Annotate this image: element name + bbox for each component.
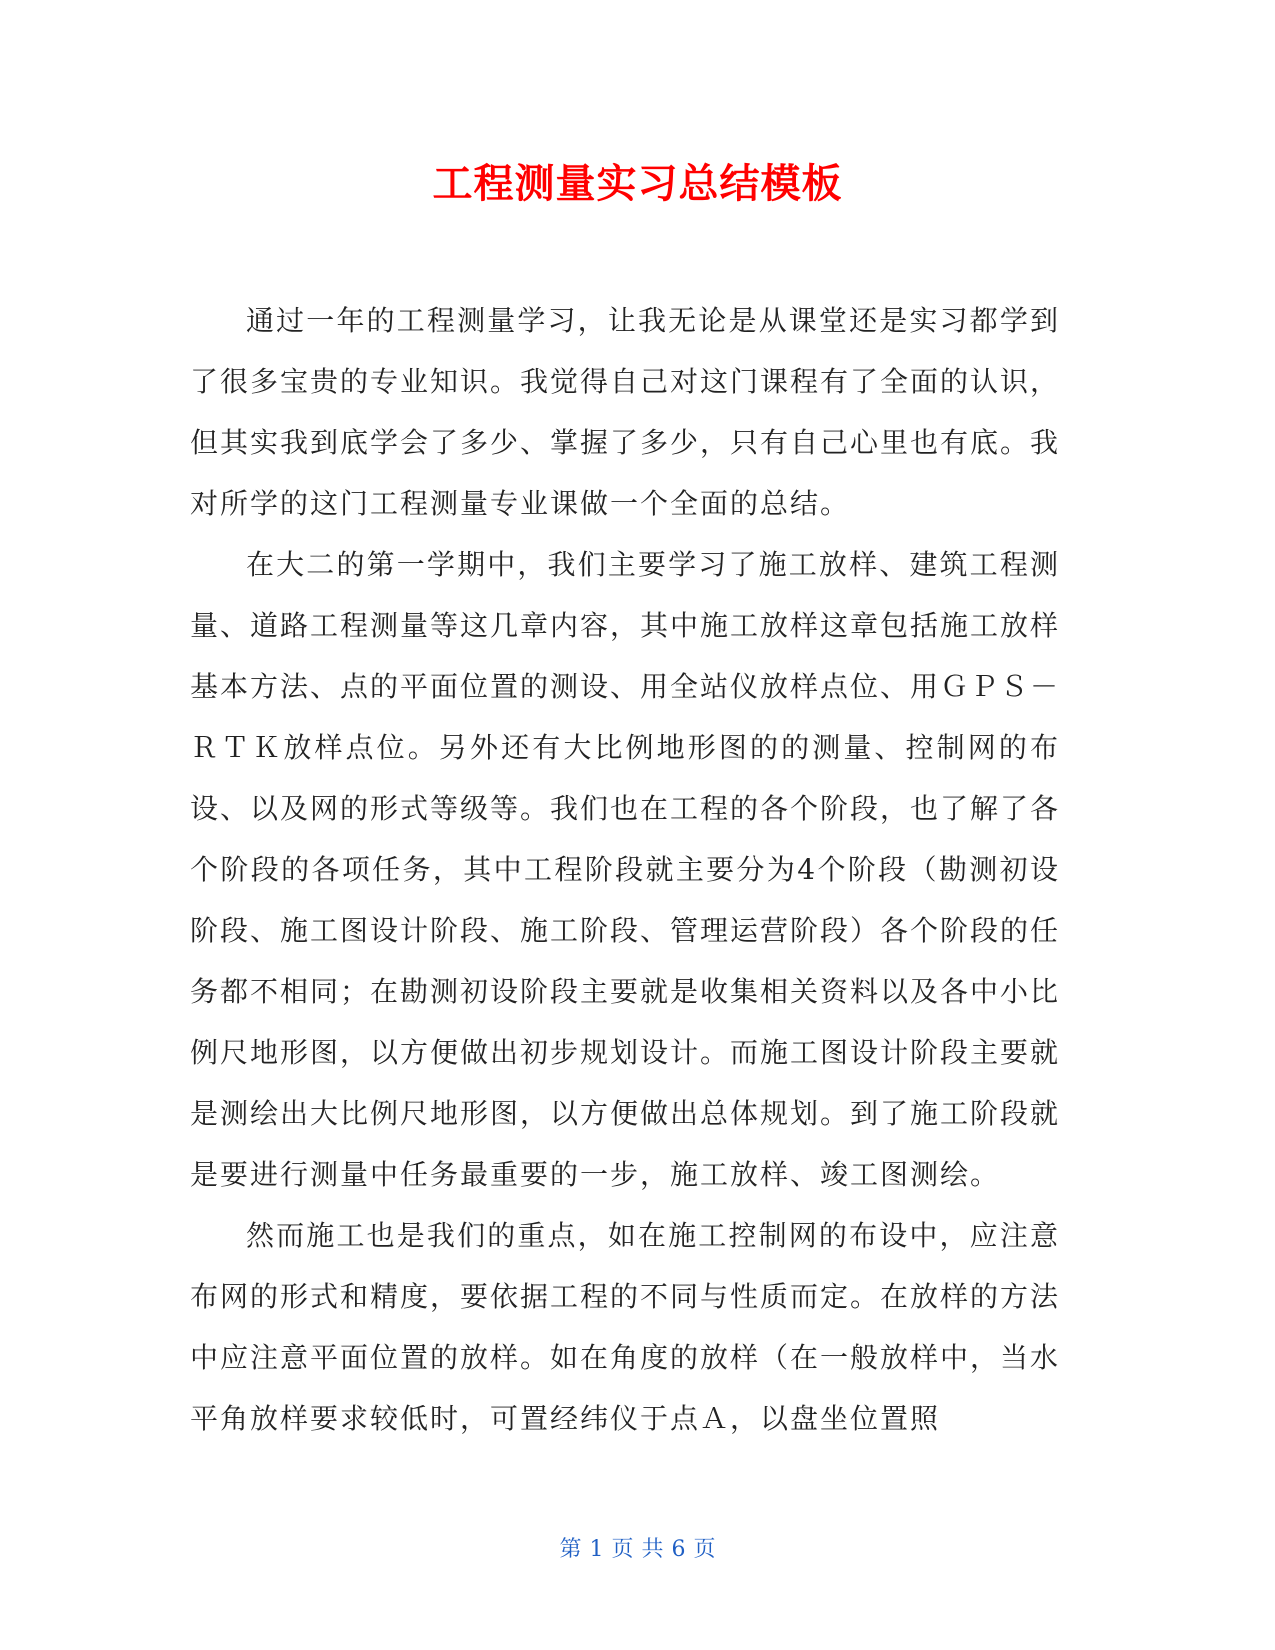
page-number-footer [0, 1535, 1275, 1565]
document-title: 工程测量实习总结模板 [432, 161, 843, 207]
paragraph-construction: 然而施工也是我们的重点，如在施工控制网的布设中，应注意布网的形式和精度，要依据工程的不同与性质而定。在放样的方法中应注意平面位置的放样。如在角度的放样（在一般放样中，当水平角放样要求较低时，可置经纬仪于点Ａ，以盘坐位置照 [190, 1219, 1061, 1435]
footer-label-unit-end: 页 [693, 1537, 716, 1562]
paragraph-course-content: 在大二的第一学期中，我们主要学习了施工放样、建筑工程测量、道路工程测量等这几章内容，其中施工放样这章包括施工放样基本方法、点的平面位置的测设、用全站仪放样点位、用ＧＰＳ－ＲＴＫ放样点位。另外还有大比例地形图的的测量、控制网的布设、以及网的形式等级等。我们也在工程的各个阶段，也了解了各个阶段的各项任务，其中工程阶段就主要分为4个阶段（勘测初设阶段、施工图设计阶段、施工阶段、管理运营阶段）各个阶段的任务都不相同；在勘测初设阶段主要就是收集相关资料以及各中小比例尺地形图，以方便做出初步规划设计。而施工图设计阶段主要就是测绘出大比例尺地形图，以方便做出总体规划。到了施工阶段就是要进行测量中任务最重要的一步，施工放样、竣工图测绘。 [190, 548, 1061, 1191]
footer-label-page: 第 [559, 1537, 582, 1562]
footer-label-unit: 页 [611, 1537, 634, 1562]
document-body [190, 290, 1060, 1449]
footer-total-pages: 6 [671, 1537, 686, 1562]
footer-current-page: 1 [589, 1537, 604, 1562]
footer-label-total: 共 [641, 1537, 664, 1562]
paragraph-intro: 通过一年的工程测量学习，让我无论是从课堂还是实习都学到了很多宝贵的专业知识。我觉得自己对这门课程有了全面的认识，但其实我到底学会了多少、掌握了多少，只有自己心里也有底。我对所学的这门工程测量专业课做一个全面的总结。 [190, 304, 1061, 520]
